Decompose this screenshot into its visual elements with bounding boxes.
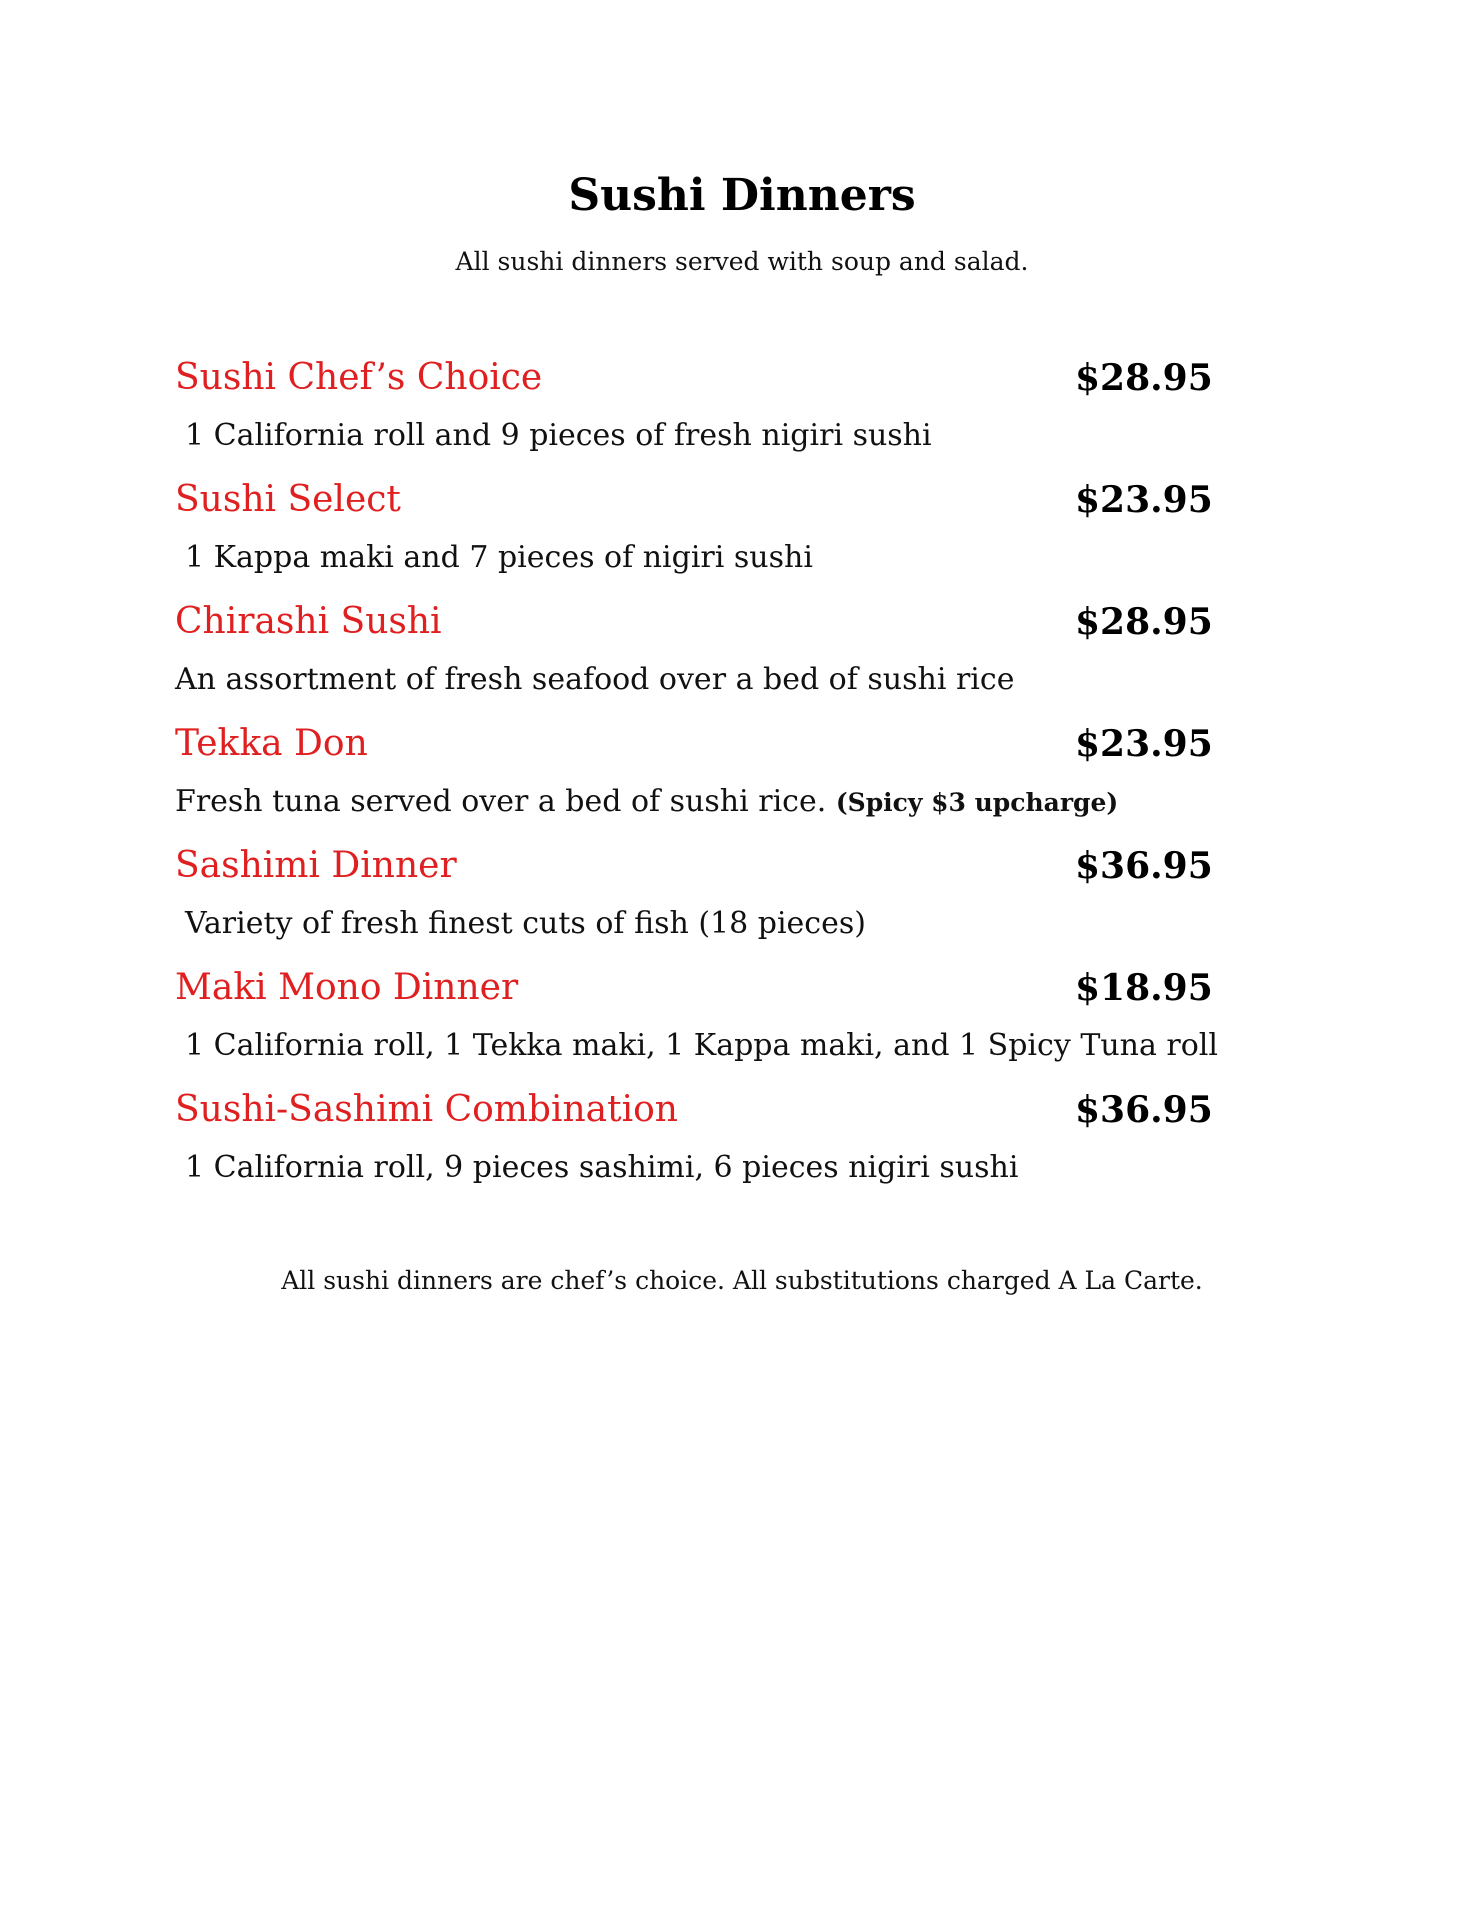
item-price: $28.95 [1075, 601, 1213, 643]
menu-item-chirashi-sushi [175, 596, 1255, 718]
item-description: 1 California roll, 9 pieces sashimi, 6 pieces nigiri sushi [185, 1150, 1019, 1185]
item-name: Sashimi Dinner [175, 845, 457, 886]
page-title: Sushi Dinners [568, 170, 916, 221]
page-subtitle: All sushi dinners served with soup and salad. [455, 247, 1029, 276]
item-name: Chirashi Sushi [175, 601, 442, 642]
item-description: Variety of fresh finest cuts of fish (18 pieces) [185, 906, 866, 941]
upcharge-note: (Spicy $3 upcharge) [835, 788, 1119, 817]
menu-item-sashimi-dinner [175, 840, 1255, 962]
item-price: $23.95 [1075, 723, 1213, 765]
menu-item-sushi-sashimi-combination [175, 1084, 1255, 1206]
item-name: Maki Mono Dinner [175, 967, 519, 1008]
item-price: $18.95 [1075, 967, 1213, 1009]
item-name: Tekka Don [175, 723, 368, 764]
item-description: 1 California roll, 1 Tekka maki, 1 Kappa maki, and 1 Spicy Tuna roll [185, 1028, 1218, 1063]
item-price: $23.95 [1075, 479, 1213, 521]
menu-item-tekka-don [175, 718, 1255, 840]
item-name: Sushi Chef’s Choice [175, 357, 543, 398]
item-price: $36.95 [1075, 1089, 1213, 1131]
item-name: Sushi-Sashimi Combination [175, 1089, 678, 1130]
item-description: 1 Kappa maki and 7 pieces of nigiri sushi [185, 540, 813, 575]
menu-item-sushi-select [175, 474, 1255, 596]
menu-list [175, 352, 1255, 1206]
item-description: Fresh tuna served over a bed of sushi rice. [175, 784, 836, 819]
item-price: $36.95 [1075, 845, 1213, 887]
footer-note: All sushi dinners are chef’s choice. All substitutions charged A La Carte. [281, 1266, 1203, 1295]
item-name: Sushi Select [175, 479, 401, 520]
menu-item-maki-mono-dinner [175, 962, 1255, 1084]
menu-item-sushi-chefs-choice [175, 352, 1255, 474]
item-price: $28.95 [1075, 357, 1213, 399]
item-description: An assortment of fresh seafood over a bed of sushi rice [175, 662, 1015, 697]
item-description-line [175, 782, 1118, 823]
item-description: 1 California roll and 9 pieces of fresh nigiri sushi [185, 418, 932, 453]
